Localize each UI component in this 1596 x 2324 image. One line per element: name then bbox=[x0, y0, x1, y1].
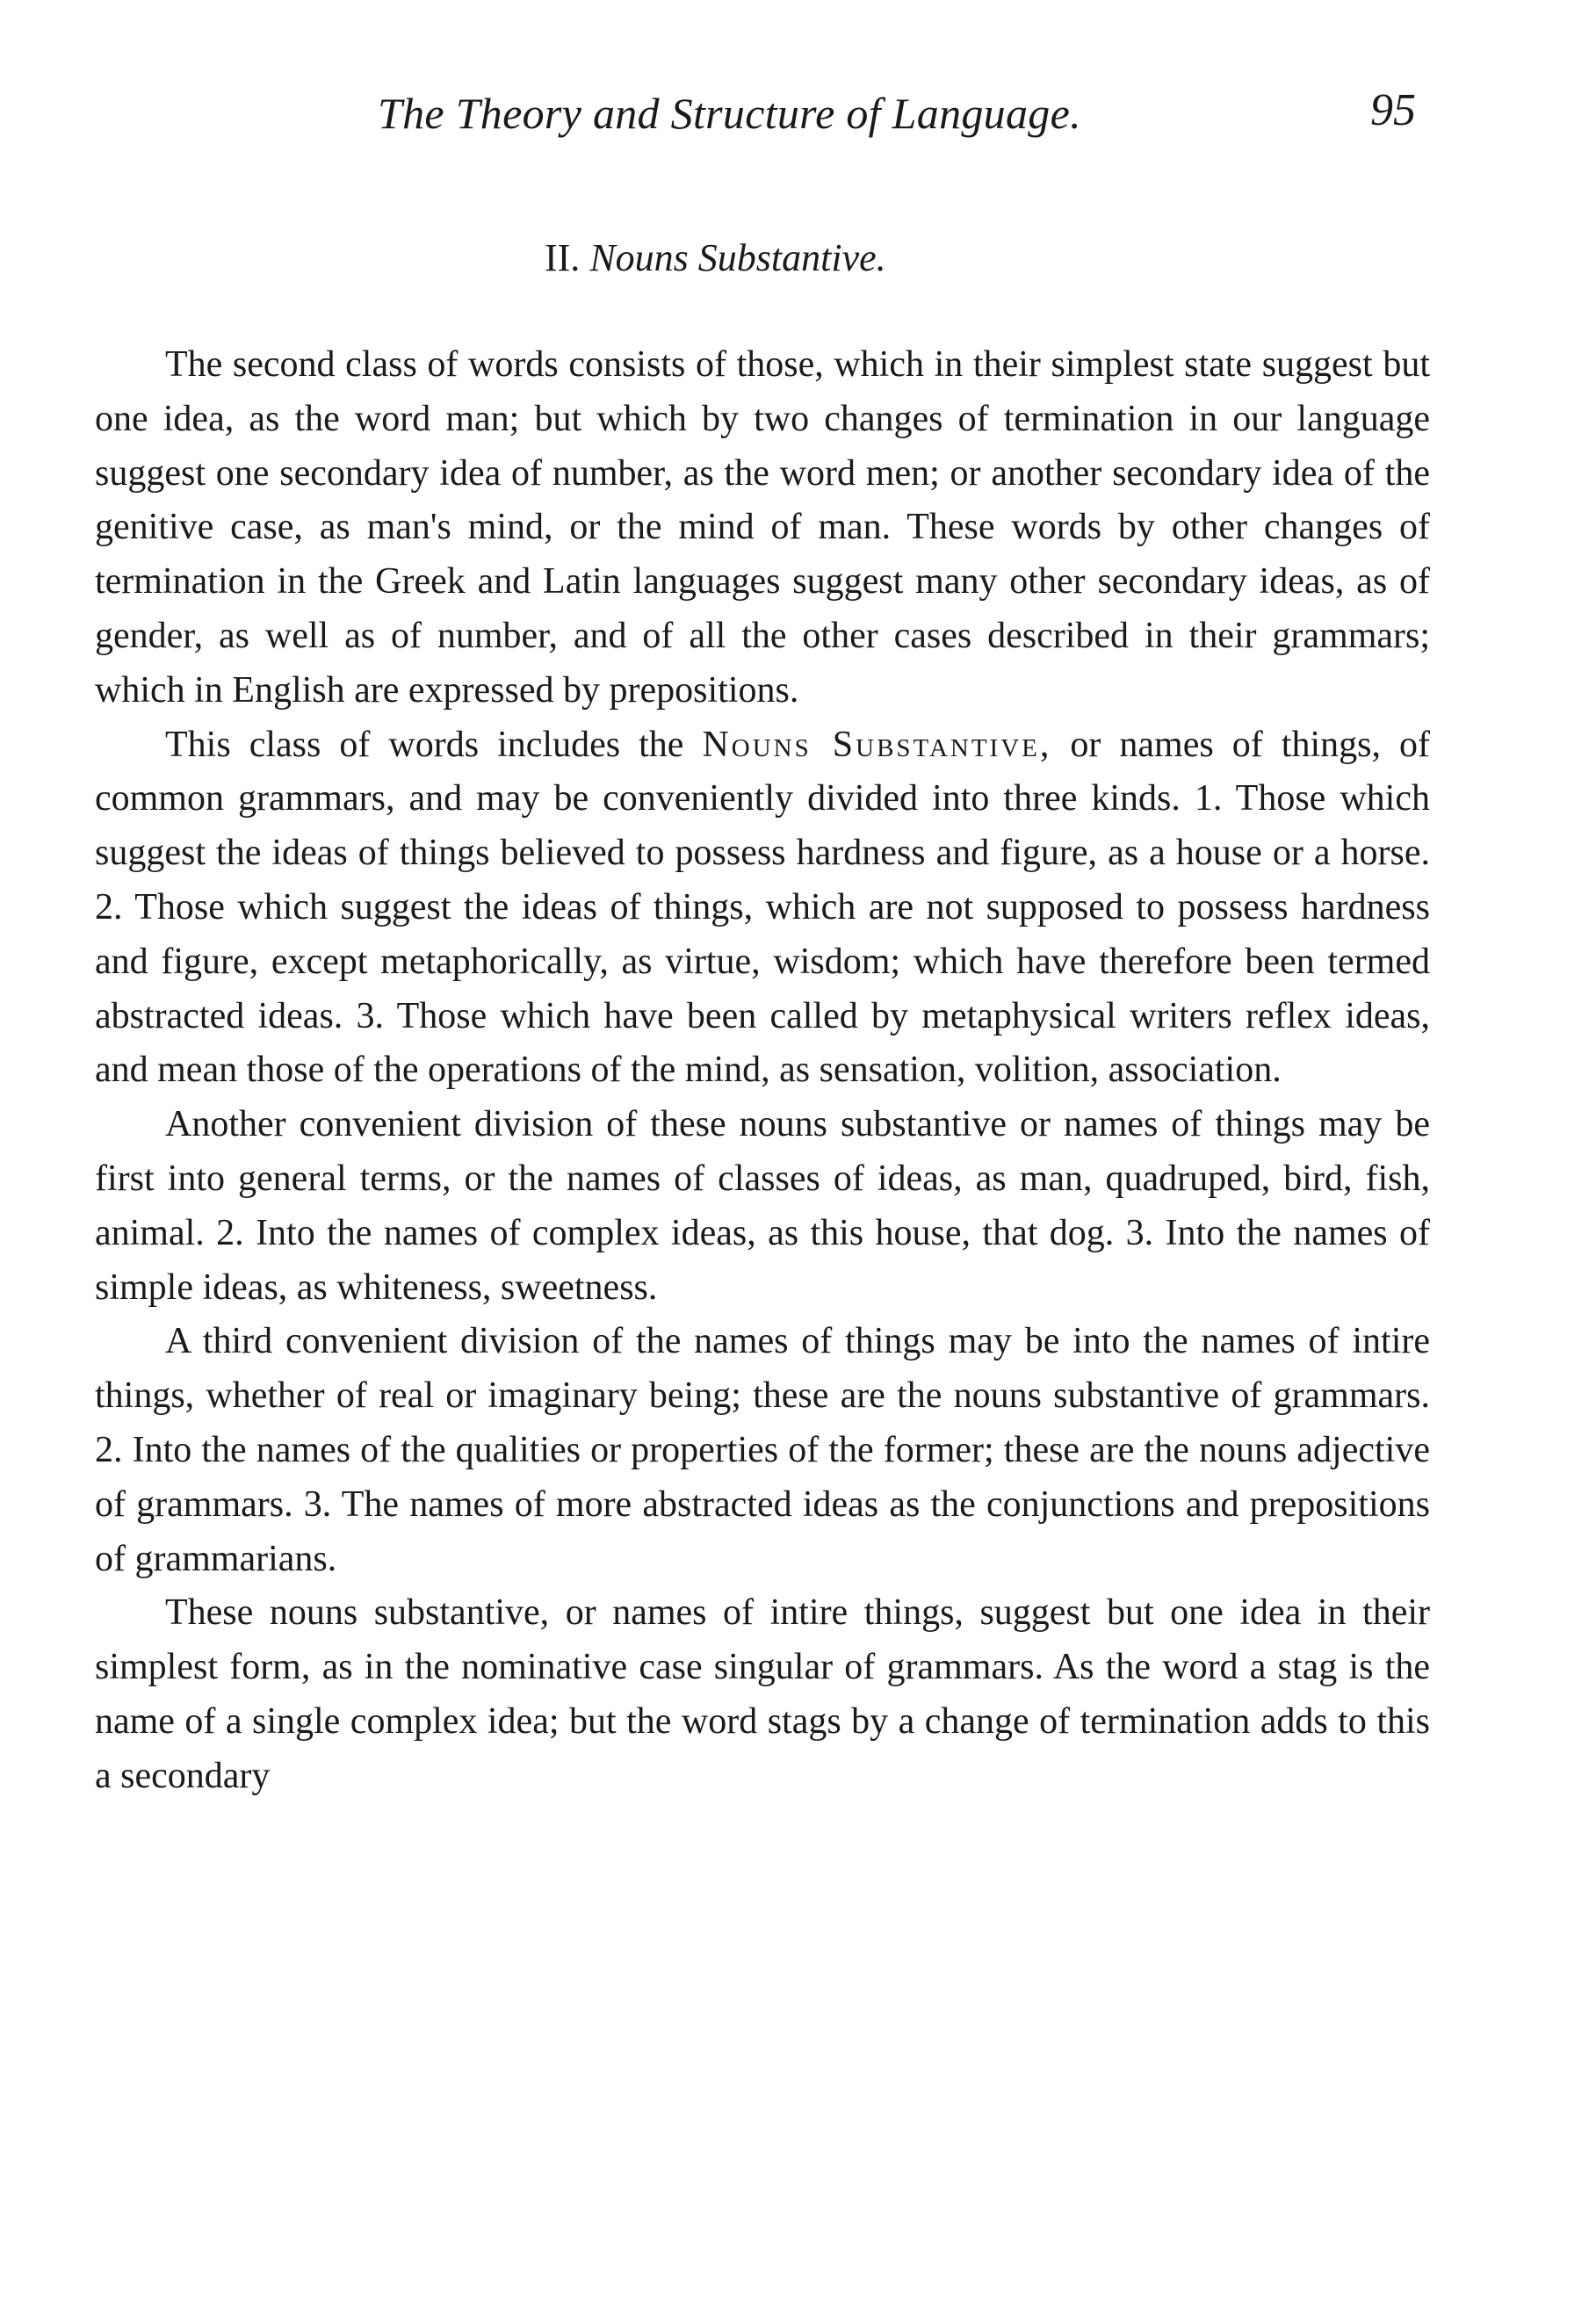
page-number: 95 bbox=[1370, 85, 1416, 135]
body-text bbox=[95, 338, 1430, 1804]
paragraph-3: Another convenient division of these nouns substantive or names of things may be first into general terms, or the names of classes of ideas, as man, quadruped, bird, fish, animal. 2. Into the names of complex ideas, as this house, that dog. 3. Into the names of simple ideas, as whiteness, sweetness. bbox=[95, 1104, 1430, 1308]
paragraph-4: A third convenient division of the names of things may be into the names of intire things, whether of real or imaginary being; these are the nouns substantive of grammars. 2. Into the names of the qualities or properties of the former; these are the nouns adjective of grammars. 3. The names of more abstracted ideas as the conjunctions and prepositions of grammarians. bbox=[95, 1321, 1430, 1579]
running-title: The Theory and Structure of Language. bbox=[378, 89, 1081, 138]
section-title: Nouns Substantive. bbox=[589, 236, 886, 279]
paragraph-2-rest: or names of things, of common grammars, and may be conveniently divided into three kinds. 1. Those which suggest the ideas of things believed to possess hardness and figure, as a house or a horse. 2. Those which suggest the ideas of things, which are not supposed to possess hardness and figure, except metaphorically, as virtue, wisdom; which have therefore been termed abstracted ideas. 3. Those which have been called by metaphysical writers reflex ideas, and mean those of the operations of the mind, as sensation, volition, association. bbox=[95, 724, 1430, 1091]
paragraph-5: These nouns substantive, or names of intire things, suggest but one idea in their simplest form, as in the nominative case singular of grammars. As the word a stag is the name of a single complex idea; but the word stags by a change of termination adds to this a secondary bbox=[95, 1592, 1430, 1796]
paragraph-2 bbox=[95, 718, 1430, 1099]
section-numeral: II. bbox=[545, 236, 581, 279]
paragraph-1: The second class of words consists of those, which in their simplest state suggest but one idea, as the word man; but which by two changes of termination in our language suggest one secondary idea of number, as the word men; or another secondary idea of the genitive case, as man's mind, or the mind of man. These words by other changes of termination in the Greek and Latin languages suggest many other secondary ideas, as of gender, as well as of number, and of all the other cases described in their grammars; which in English are expressed by prepositions. bbox=[95, 344, 1430, 711]
paragraph-2-term: Nouns Substantive, bbox=[702, 724, 1052, 765]
section-heading bbox=[545, 235, 886, 280]
paragraph-2-lead: This class of words includes the bbox=[165, 724, 703, 765]
